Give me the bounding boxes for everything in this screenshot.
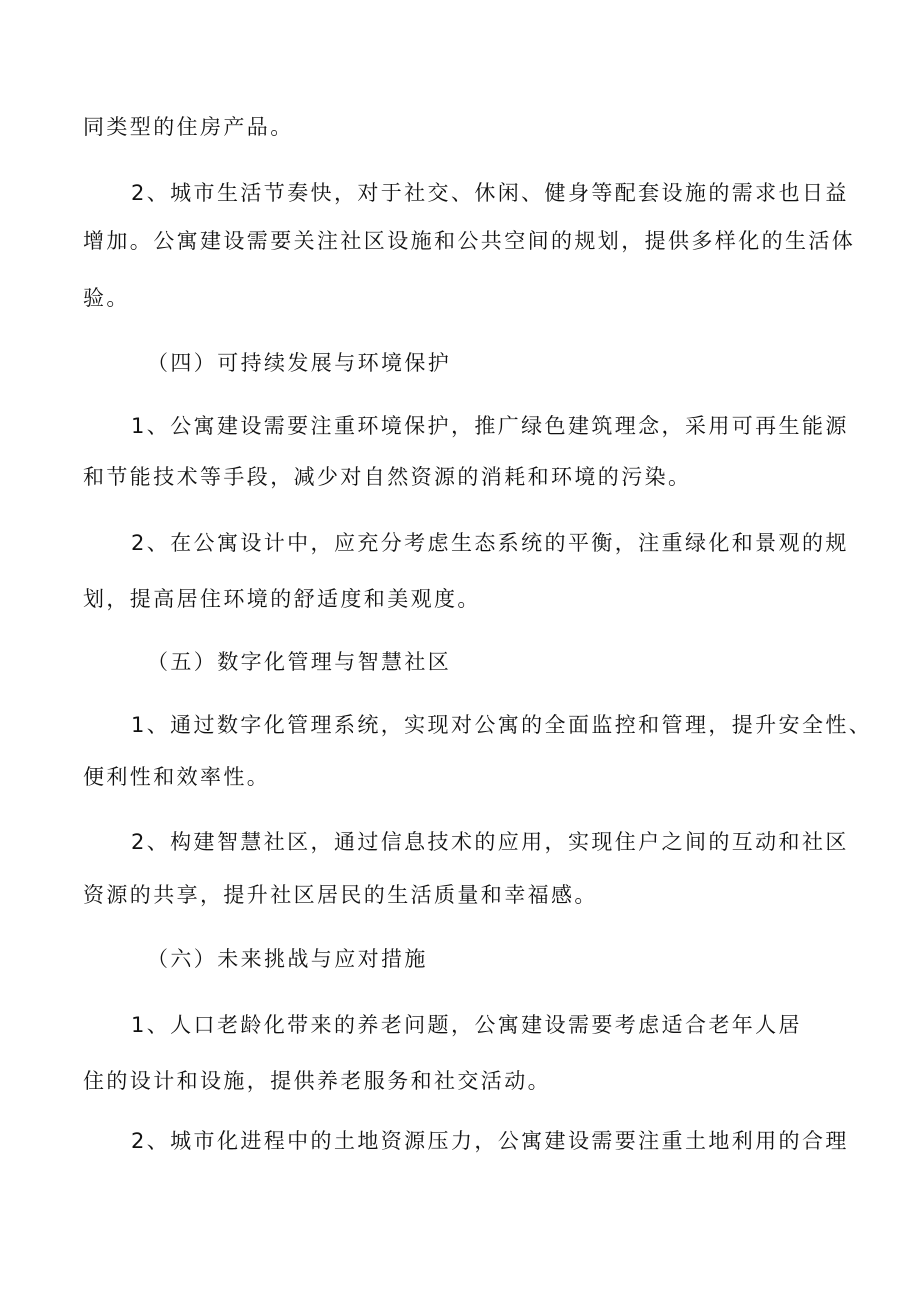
section-heading: （六）未来挑战与应对措施 bbox=[147, 947, 428, 971]
paragraph-line: 同类型的住房产品。 bbox=[83, 115, 294, 139]
paragraph-line: 验。 bbox=[83, 286, 130, 310]
paragraph-line: 和节能技术等手段，减少对自然资源的消耗和环境的污染。 bbox=[83, 465, 692, 489]
paragraph-line: 划，提高居住环境的舒适度和美观度。 bbox=[83, 587, 481, 611]
paragraph-line: 住的设计和设施，提供养老服务和社交活动。 bbox=[83, 1069, 551, 1093]
paragraph-line: 1、通过数字化管理系统，实现对公寓的全面监控和管理，提升安全性、 bbox=[131, 713, 873, 737]
paragraph-line: 便利性和效率性。 bbox=[83, 765, 271, 789]
section-heading: （四）可持续发展与环境保护 bbox=[147, 351, 452, 375]
paragraph-line: 2、城市化进程中的土地资源压力，公寓建设需要注重土地利用的合理 bbox=[131, 1129, 849, 1153]
section-heading: （五）数字化管理与智慧社区 bbox=[147, 650, 452, 674]
paragraph-line: 2、在公寓设计中，应充分考虑生态系统的平衡，注重绿化和景观的规 bbox=[131, 531, 849, 555]
paragraph-line: 增加。公寓建设需要关注社区设施和公共空间的规划，提供多样化的生活体 bbox=[83, 229, 856, 253]
paragraph-line: 1、公寓建设需要注重环境保护，推广绿色建筑理念，采用可再生能源 bbox=[131, 414, 849, 438]
paragraph-line: 2、城市生活节奏快，对于社交、休闲、健身等配套设施的需求也日益 bbox=[131, 181, 849, 205]
paragraph-line: 2、构建智慧社区，通过信息技术的应用，实现住户之间的互动和社区 bbox=[131, 830, 849, 854]
paragraph-line: 资源的共享，提升社区居民的生活质量和幸福感。 bbox=[83, 883, 598, 907]
paragraph-line: 1、人口老龄化带来的养老问题，公寓建设需要考虑适合老年人居 bbox=[131, 1013, 802, 1037]
